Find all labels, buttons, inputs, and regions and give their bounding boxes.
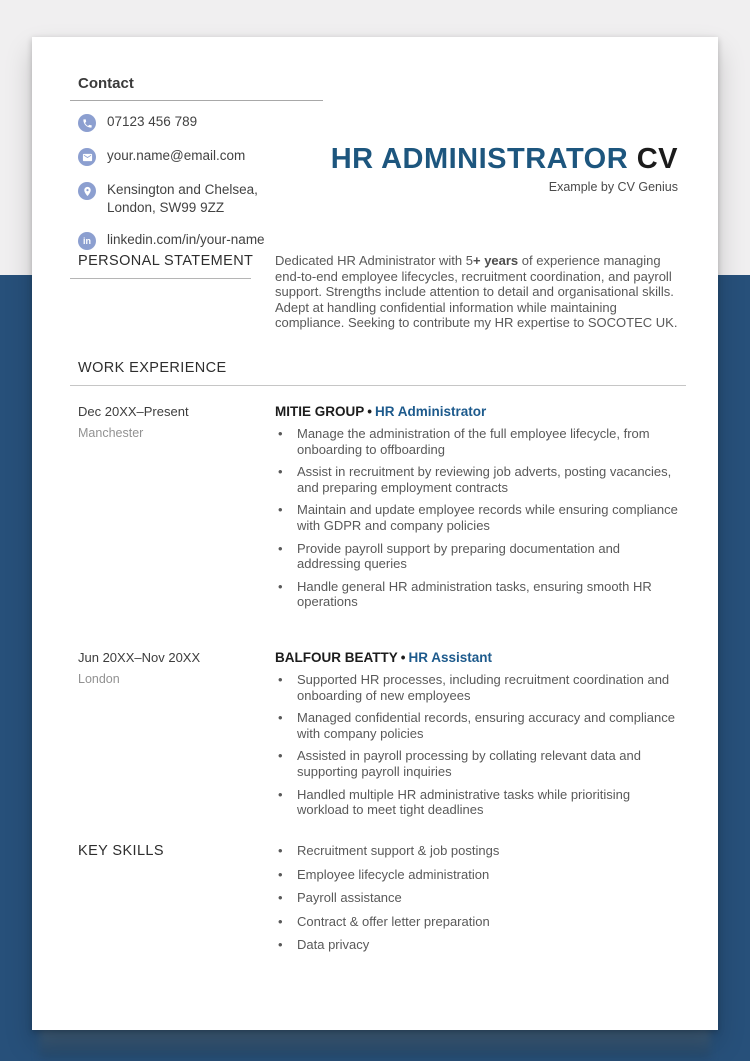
contact-divider <box>70 100 323 101</box>
job-bullet: • Assisted in payroll processing by collating relevant data and supporting payroll inquiries <box>275 748 678 779</box>
key-skills-section <box>78 843 678 961</box>
header-title-block <box>331 143 678 194</box>
personal-statement-text: Dedicated HR Administrator with 5+ years of experience managing end-to-end employee lifecycles, recruitment coordination, and payroll support. Strengths include attention to detail and organisational skills. Adept at handling confidential information while maintaining compliance. Seeking to contribute my HR expertise to SOCOTEC UK. <box>275 253 678 331</box>
job-1-bullet-list <box>275 426 678 610</box>
job-2-meta <box>78 650 275 825</box>
job-2-company: BALFOUR BEATTY <box>275 649 398 665</box>
page-subtitle: Example by CV Genius <box>548 180 678 194</box>
cv-page <box>32 37 718 1030</box>
job-bullet: • Managed confidential records, ensuring accuracy and compliance with company policies <box>275 710 678 741</box>
job-1-dates: Dec 20XX–Present <box>78 404 189 419</box>
skill-item: • Employee lifecycle administration <box>275 867 678 883</box>
job-bullet: • Handled multiple HR administrative tasks while prioritising workload to meet tight deadlines <box>275 787 678 818</box>
email-address: your.name@email.com <box>107 148 246 163</box>
job-bullet: • Handle general HR administration tasks, ensuring smooth HR operations <box>275 579 678 610</box>
page-title-primary: HR ADMINISTRATOR <box>330 143 629 175</box>
skill-item: • Data privacy <box>275 937 678 953</box>
job-1-details <box>275 404 678 617</box>
job-1-role: HR Administrator <box>375 404 487 419</box>
phone-number: 07123 456 789 <box>107 114 198 129</box>
job-entry-1 <box>78 404 678 617</box>
contact-item-linkedin <box>78 231 340 250</box>
job-1-title-line <box>275 404 678 419</box>
personal-statement-heading-col <box>78 253 275 331</box>
skill-item: • Recruitment support & job postings <box>275 843 678 859</box>
email-icon <box>78 148 96 166</box>
job-bullet: • Maintain and update employee records while ensuring compliance with GDPR and company policies <box>275 502 678 533</box>
job-bullet: • Provide payroll support by preparing documentation and addressing queries <box>275 541 678 572</box>
job-2-separator-dot: • <box>400 649 406 665</box>
linkedin-icon: in <box>78 232 96 250</box>
key-skills-heading: KEY SKILLS <box>78 843 164 859</box>
job-2-role: HR Assistant <box>408 649 493 665</box>
work-experience-divider <box>70 385 686 386</box>
key-skills-heading-col <box>78 843 275 961</box>
personal-statement-section <box>78 253 678 331</box>
contact-item-location <box>78 181 340 216</box>
skill-item: • Contract & offer letter preparation <box>275 914 678 930</box>
job-entry-2 <box>78 650 678 825</box>
contact-section <box>78 75 340 265</box>
key-skills-list-col <box>275 843 678 961</box>
job-2-dates: Jun 20XX–Nov 20XX <box>78 649 201 665</box>
location-icon <box>78 182 96 200</box>
statement-bold-fragment: + years <box>472 253 519 268</box>
contact-item-phone <box>78 113 340 132</box>
job-2-location: London <box>78 671 120 686</box>
contact-heading: Contact <box>78 75 134 92</box>
contact-item-email <box>78 147 340 166</box>
job-1-company: MITIE GROUP <box>275 404 365 419</box>
job-bullet: • Manage the administration of the full employee lifecycle, from onboarding to offboarding <box>275 426 678 457</box>
job-2-title-line <box>275 650 678 665</box>
work-experience-section <box>78 360 678 825</box>
job-1-location: Manchester <box>78 426 144 440</box>
job-2-details <box>275 650 678 825</box>
personal-statement-heading: PERSONAL STATEMENT <box>78 253 254 269</box>
page-title-secondary: CV <box>628 143 678 175</box>
skill-item: • Payroll assistance <box>275 890 678 906</box>
page-shadow-glow <box>40 1028 710 1058</box>
page-title <box>331 143 678 176</box>
job-bullet: • Assist in recruitment by reviewing job adverts, posting vacancies, and preparing employment contracts <box>275 464 678 495</box>
phone-icon <box>78 114 96 132</box>
key-skills-list <box>275 843 678 953</box>
job-2-bullet-list <box>275 672 678 818</box>
work-experience-heading: WORK EXPERIENCE <box>78 360 227 376</box>
personal-statement-divider <box>70 278 251 279</box>
linkedin-url: linkedin.com/in/your-name <box>107 232 265 248</box>
job-1-separator-dot: • <box>367 404 372 419</box>
job-bullet: • Supported HR processes, including recruitment coordination and onboarding of new employees <box>275 672 678 703</box>
location-address: Kensington and Chelsea, London, SW99 9ZZ <box>107 182 258 215</box>
job-1-meta <box>78 404 275 617</box>
